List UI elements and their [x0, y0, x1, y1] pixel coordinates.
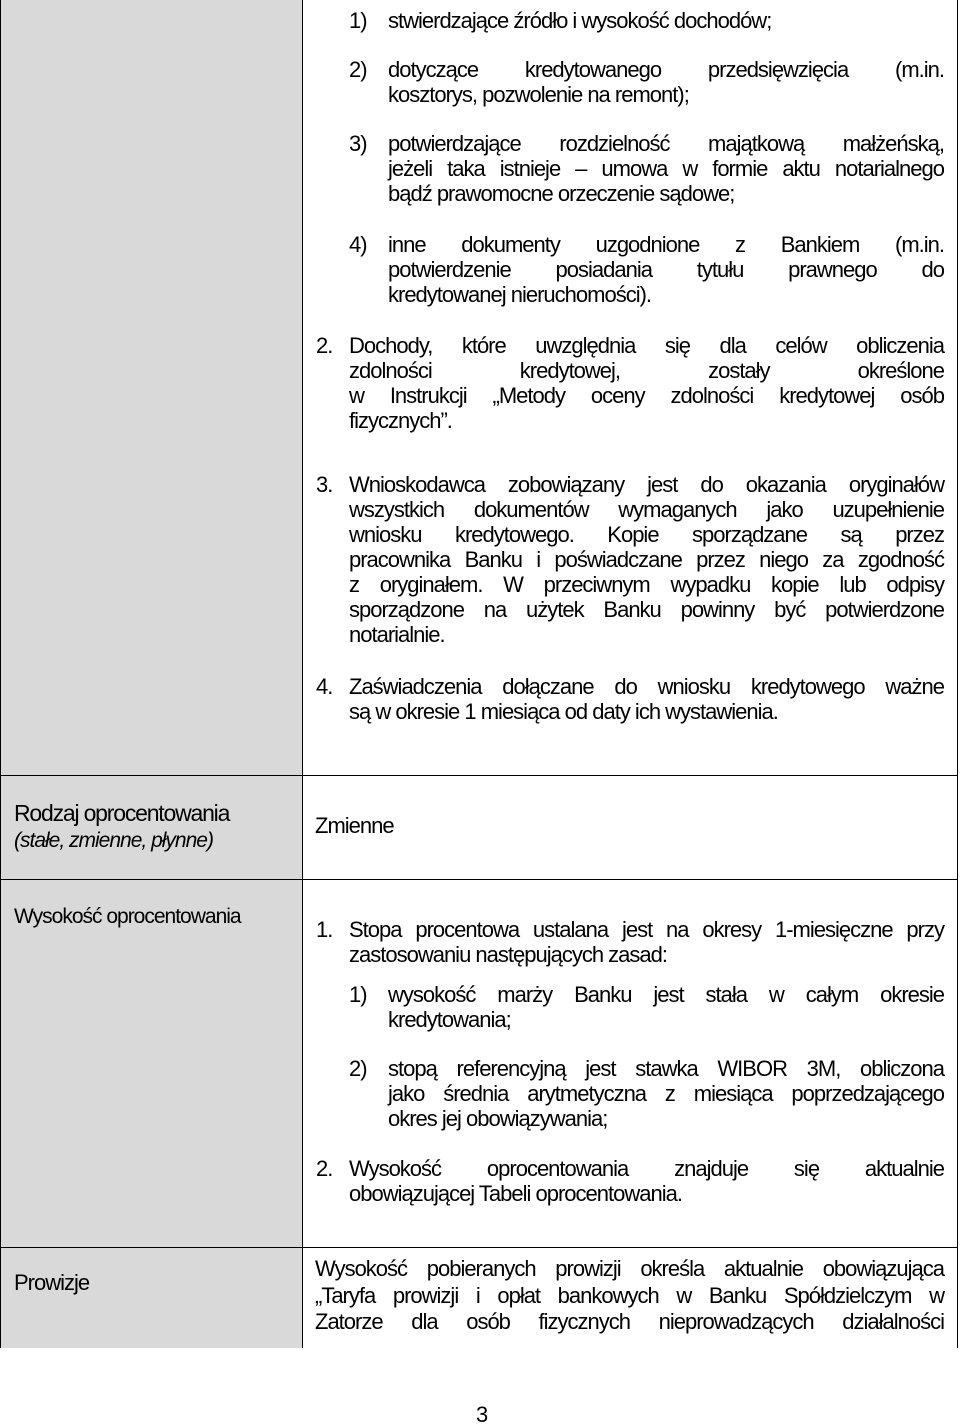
label-cell-top — [1, 0, 302, 775]
label-cell-rate-level — [1, 880, 302, 1247]
fees-label: Prowizje — [14, 1270, 90, 1295]
page-number: 3 — [476, 1402, 489, 1427]
list-item-number: 2) — [349, 1056, 367, 1081]
list-item-text: jeżeli taka istnieje – umowa w formie aktu notarialnego — [388, 156, 944, 181]
list-item-text: dotyczące kredytowanego przedsięwzięcia (m.in. — [388, 57, 944, 82]
fees-text: „Taryfa prowizji i opłat bankowych w Banku Spółdzielczym w — [315, 1283, 944, 1308]
list-item-text: kosztorys, pozwolenie na remont); — [388, 82, 689, 107]
list-item-text: potwierdzenie posiadania tytułu prawnego do — [388, 257, 944, 282]
point-number: 2. — [316, 1156, 333, 1181]
point-text: wniosku kredytowego. Kopie sporządzane są przez — [349, 522, 944, 547]
row-divider-2 — [0, 879, 958, 880]
table-column-divider — [302, 0, 303, 1348]
row-divider-1 — [0, 775, 958, 776]
rate-type-sublabel: (stałe, zmienne, płynne) — [14, 829, 213, 852]
point-text: obowiązującej Tabeli oprocentowania. — [349, 1181, 682, 1206]
point-text: pracownika Banku i poświadczane przez niego za zgodność — [349, 547, 944, 572]
point-text: Zaświadczenia dołączane do wniosku kredytowego ważne — [349, 674, 944, 699]
point-text: zastosowaniu następujących zasad: — [349, 942, 667, 967]
rate-level-label: Wysokość oprocentowania — [14, 905, 241, 928]
rate-type-value: Zmienne — [315, 813, 394, 838]
list-item-text: bądź prawomocne orzeczenie sądowe; — [388, 181, 735, 206]
point-text: w Instrukcji „Metody oceny zdolności kredytowej osób — [349, 383, 944, 408]
point-number: 4. — [316, 674, 333, 699]
fees-text: Zatorze dla osób fizycznych nieprowadzących działalności — [315, 1309, 944, 1334]
fees-text: Wysokość pobieranych prowizji określa aktualnie obowiązująca — [315, 1256, 944, 1281]
list-item-text: kredytowania; — [388, 1007, 511, 1032]
row-divider-3 — [0, 1247, 958, 1248]
point-text: z oryginałem. W przeciwnym wypadku kopie lub odpisy — [349, 572, 944, 597]
point-number: 3. — [316, 472, 333, 497]
list-item-text: kredytowanej nieruchomości). — [388, 282, 652, 307]
point-text: Stopa procentowa ustalana jest na okresy 1-miesięczne przy — [349, 917, 944, 942]
list-item-number: 4) — [349, 232, 367, 257]
point-number: 2. — [316, 333, 333, 358]
list-item-text: stwierdzające źródło i wysokość dochodów; — [388, 8, 772, 33]
point-text: Wnioskodawca zobowiązany jest do okazania oryginałów — [349, 472, 944, 497]
point-text: Wysokość oprocentowania znajduje się aktualnie — [349, 1156, 944, 1181]
point-text: wszystkich dokumentów wymaganych jako uzupełnienie — [349, 497, 944, 522]
list-item-text: okres jej obowiązywania; — [388, 1106, 608, 1131]
list-item-number: 1) — [349, 8, 367, 33]
list-item-text: potwierdzające rozdzielność majątkową małżeńską, — [388, 131, 944, 156]
point-text: notarialnie. — [349, 622, 445, 647]
label-cell-fees — [1, 1248, 302, 1348]
point-text: fizycznych”. — [349, 408, 452, 433]
point-text: sporządzone na użytek Banku powinny być potwierdzone — [349, 597, 944, 622]
table-border-right — [957, 0, 958, 1348]
point-text: są w okresie 1 miesiąca od daty ich wystawienia. — [349, 699, 778, 724]
list-item-number: 1) — [349, 982, 367, 1007]
list-item-number: 2) — [349, 57, 367, 82]
list-item-number: 3) — [349, 131, 367, 156]
list-item-text: wysokość marży Banku jest stała w całym okresie — [388, 982, 944, 1007]
point-text: Dochody, które uwzględnia się dla celów obliczenia — [349, 333, 944, 358]
rate-type-label: Rodzaj oprocentowania — [14, 800, 230, 826]
list-item-text: jako średnia arytmetyczna z miesiąca poprzedzającego — [388, 1081, 944, 1106]
list-item-text: inne dokumenty uzgodnione z Bankiem (m.in. — [388, 232, 944, 257]
point-text: zdolności kredytowej, zostały określone — [349, 358, 944, 383]
point-number: 1. — [316, 917, 333, 942]
table-border-left — [0, 0, 1, 1348]
list-item-text: stopą referencyjną jest stawka WIBOR 3M, obliczona — [388, 1056, 944, 1081]
